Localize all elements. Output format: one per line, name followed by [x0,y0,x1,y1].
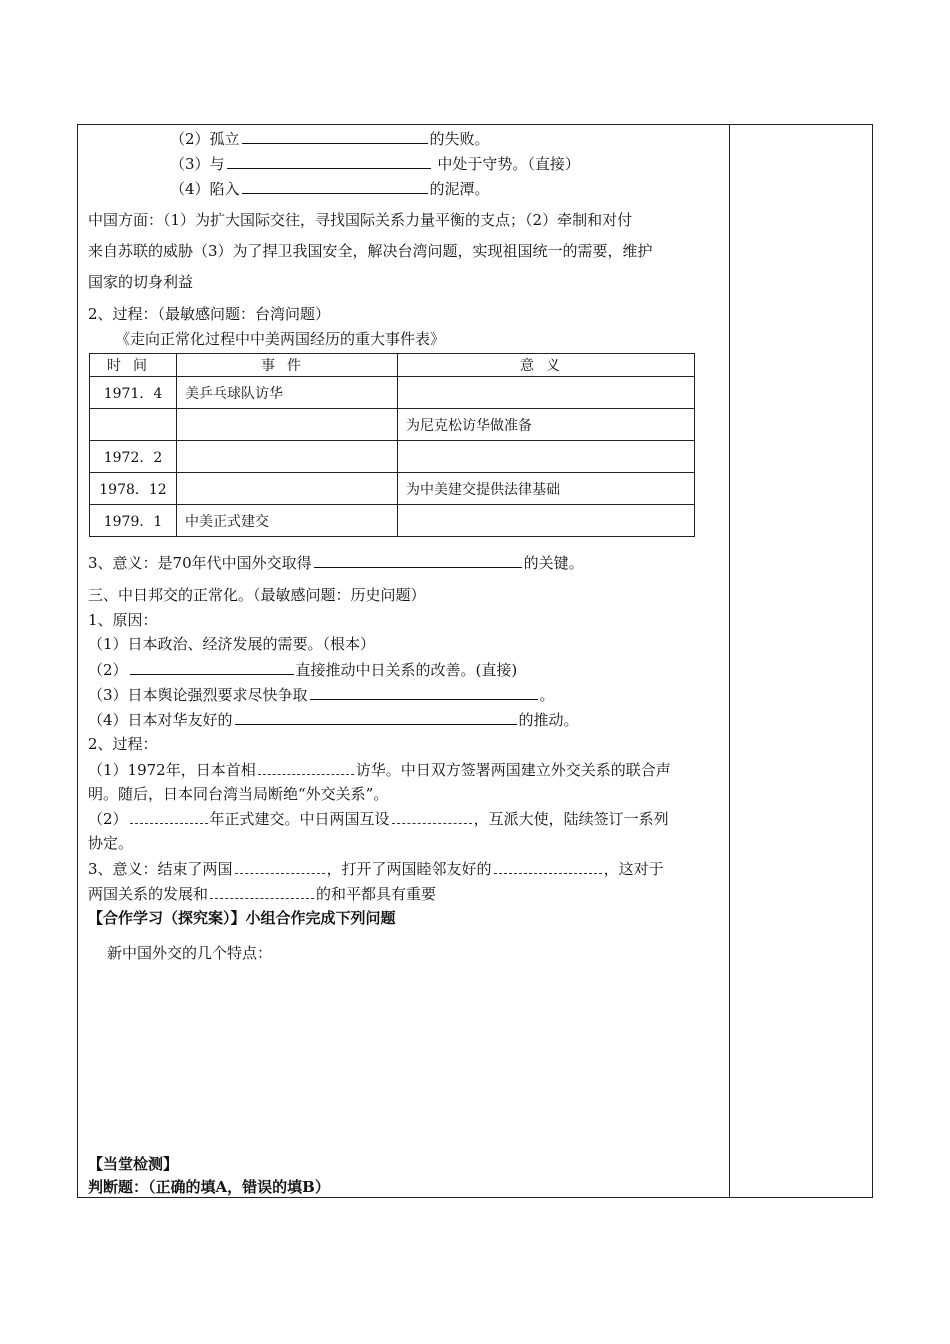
table-row [90,377,695,409]
jp-reasons-heading: 1、原因： [88,611,158,629]
check-title: 【当堂检测】 [88,1155,179,1173]
header-significance: 意义 [398,354,695,377]
text: （4）日本对华友好的 [88,711,233,729]
cell-time: 1979．1 [90,505,177,537]
us-reason-4 [170,178,490,199]
text: 年正式建交。中日两国互设 [209,810,390,828]
blank[interactable] [258,759,354,775]
text: 两国关系的发展和 [88,885,209,903]
text: （2）孤立 [170,130,240,148]
us-reason-3 [170,153,580,174]
blank[interactable] [130,808,208,824]
table-row [90,505,695,537]
text: 的失败。 [429,130,490,148]
text: 3、意义：结束了两国 [88,860,233,878]
china-side-line-1: 中国方面：（1）为扩大国际交往，寻找国际关系力量平衡的支点；（2）牵制和对付 [88,211,633,229]
table-header-row [90,354,695,377]
text: 访华。中日双方签署两国建立外交关系的联合声 [355,761,671,779]
text: 3、意义：是70年代中国外交取得 [88,554,312,572]
process-heading: 2、过程：（最敏感问题：台湾问题） [88,305,331,323]
text: 中处于守势。（直接） [432,155,580,173]
cell-significance[interactable] [398,441,695,473]
jp-process-2-line2: 协定。 [88,834,134,852]
table-row [90,409,695,441]
blank[interactable] [310,684,538,700]
cell-significance: 为尼克松访华做准备 [398,409,695,441]
text: （2） [88,661,128,679]
text: 。 [539,686,555,704]
text: 的泥潭。 [429,180,490,198]
judge-title: 判断题：（正确的填A，错误的填B） [88,1178,330,1196]
events-table [89,353,695,537]
section3-title: 三、中日邦交的正常化。（最敏感问题：历史问题） [88,586,426,604]
cell-time: 1978．12 [90,473,177,505]
table-title: 《走向正常化过程中中美两国经历的重大事件表》 [115,330,446,348]
cell-event[interactable] [177,473,398,505]
blank[interactable] [130,659,294,675]
blank[interactable] [392,808,472,824]
cell-event[interactable] [177,409,398,441]
cell-time: 1972．2 [90,441,177,473]
header-time: 时间 [90,354,177,377]
text: （3）与 [170,155,225,173]
jp-reason-4 [88,709,579,730]
text: ，互派大使，陆续签订一系列 [473,810,669,828]
blank[interactable] [314,552,522,568]
blank[interactable] [494,858,602,874]
blank[interactable] [210,883,314,899]
text: ，这对于 [603,860,664,878]
jp-process-2 [88,808,669,829]
text: （4）陷入 [170,180,240,198]
text: （1）1972年，日本首相 [88,761,256,779]
cell-significance: 为中美建交提供法律基础 [398,473,695,505]
blank[interactable] [235,858,325,874]
text: 的推动。 [518,711,579,729]
header-event: 事件 [177,354,398,377]
jp-process-heading: 2、过程： [88,735,158,753]
blank[interactable] [242,178,428,194]
column-divider [729,124,730,1198]
cell-time[interactable] [90,409,177,441]
text: （2） [88,810,128,828]
table-row [90,473,695,505]
cell-significance[interactable] [398,377,695,409]
text: 的关键。 [523,554,584,572]
cell-event: 中美正式建交 [177,505,398,537]
us-reason-2 [170,128,490,149]
cell-time: 1971．4 [90,377,177,409]
cell-event[interactable]: 美乒乓球队访华 [177,377,398,409]
jp-process-1 [88,759,671,780]
text: 的和平都具有重要 [316,885,437,903]
us-significance [88,552,584,573]
jp-reason-2 [88,659,517,680]
coop-title: 【合作学习（探究案）】小组合作完成下列问题 [88,909,396,927]
text: （3）日本舆论强烈要求尽快争取 [88,686,308,704]
cell-significance[interactable] [398,505,695,537]
blank[interactable] [235,709,517,725]
jp-process-1-line2: 明。随后，日本同台湾当局断绝“外交关系”。 [88,785,389,803]
jp-significance [88,858,664,879]
blank[interactable] [242,128,428,144]
china-side-line-3: 国家的切身利益 [88,273,194,291]
china-side-line-2: 来自苏联的威胁（3）为了捍卫我国安全，解决台湾问题，实现祖国统一的需要，维护 [88,242,653,260]
table-row [90,441,695,473]
text: ，打开了两国睦邻友好的 [326,860,492,878]
jp-reason-1: （1）日本政治、经济发展的需要。（根本） [88,635,376,653]
jp-reason-3 [88,684,555,705]
coop-question: 新中国外交的几个特点： [107,944,273,962]
cell-event[interactable] [177,441,398,473]
blank[interactable] [227,153,431,169]
jp-significance-line2 [88,883,436,904]
text: 直接推动中日关系的改善。(直接) [295,661,518,679]
